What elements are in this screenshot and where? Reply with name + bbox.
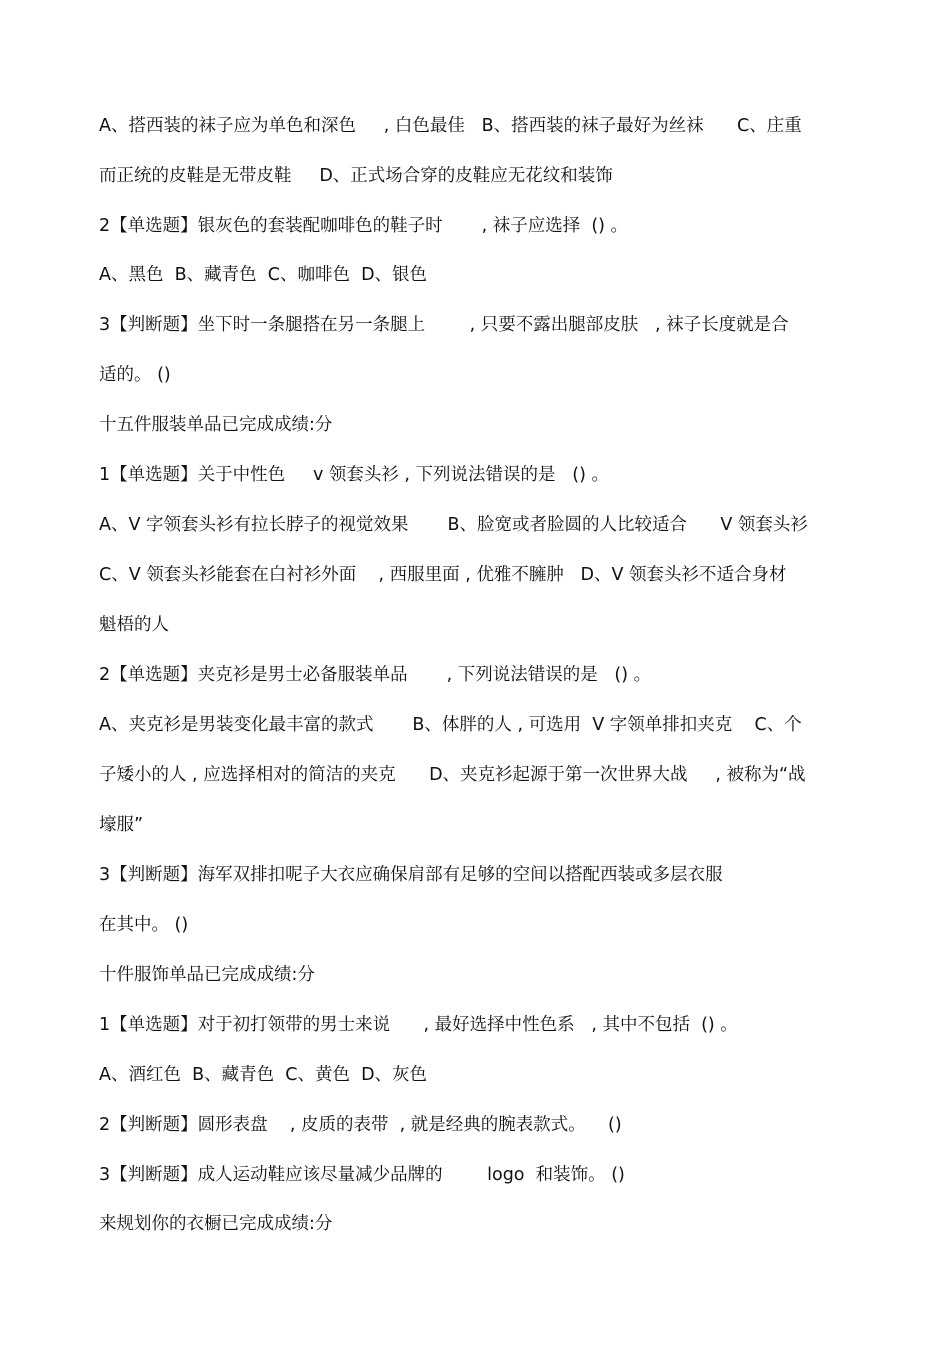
- text-line: A、黑色 B、藏青色 C、咖啡色 D、银色: [99, 265, 428, 285]
- text-line: 3【判断题】海军双排扣呢子大衣应确保肩部有足够的空间以搭配西装或多层衣服: [99, 865, 723, 885]
- text-line: 3【判断题】坐下时一条腿搭在另一条腿上 , 只要不露出腿部皮肤 , 袜子长度就是合: [99, 315, 789, 335]
- section-heading: 十件服饰单品已完成成绩:分: [99, 965, 315, 985]
- text-line: 2【单选题】夹克衫是男士必备服装单品 , 下列说法错误的是 () 。: [99, 665, 652, 685]
- text-line: 而正统的皮鞋是无带皮鞋 D、正式场合穿的皮鞋应无花纹和装饰: [99, 166, 613, 186]
- text-line: 2【单选题】银灰色的套装配咖啡色的鞋子时 , 袜子应选择 () 。: [99, 216, 629, 236]
- text-line: 子矮小的人 , 应选择相对的简洁的夹克 D、夹克衫起源于第一次世界大战 , 被称为“战: [99, 765, 806, 785]
- section-heading: 十五件服装单品已完成成绩:分: [99, 415, 333, 435]
- text-line: 1【单选题】对于初打领带的男士来说 , 最好选择中性色系 , 其中不包括 () 。: [99, 1015, 738, 1035]
- text-line: C、V 领套头衫能套在白衬衫外面 , 西服里面 , 优雅不臃肿 D、V 领套头衫不适合身材: [99, 565, 787, 585]
- text-line: A、夹克衫是男装变化最丰富的款式 B、体胖的人 , 可选用 V 字领单排扣夹克 C、个: [99, 715, 802, 735]
- text-line: 在其中。 (): [99, 915, 189, 935]
- section-heading: 来规划你的衣橱已完成成绩:分: [99, 1214, 333, 1234]
- text-line: 1【单选题】关于中性色 v 领套头衫 , 下列说法错误的是 () 。: [99, 465, 609, 485]
- text-line: A、酒红色 B、藏青色 C、黄色 D、灰色: [99, 1065, 428, 1085]
- text-line: 适的。 (): [99, 365, 171, 385]
- text-line: A、搭西装的袜子应为单色和深色 , 白色最佳 B、搭西装的袜子最好为丝袜 C、庄重: [99, 116, 802, 136]
- text-line: 3【判断题】成人运动鞋应该尽量减少品牌的 logo 和装饰。 (): [99, 1165, 625, 1185]
- text-line: 2【判断题】圆形表盘 , 皮质的表带 , 就是经典的腕表款式。 (): [99, 1115, 622, 1135]
- text-line: 壕服”: [99, 815, 144, 835]
- text-line: 魁梧的人: [99, 615, 169, 635]
- text-line: A、V 字领套头衫有拉长脖子的视觉效果 B、脸宽或者脸圆的人比较适合 V 领套头衫: [99, 515, 808, 535]
